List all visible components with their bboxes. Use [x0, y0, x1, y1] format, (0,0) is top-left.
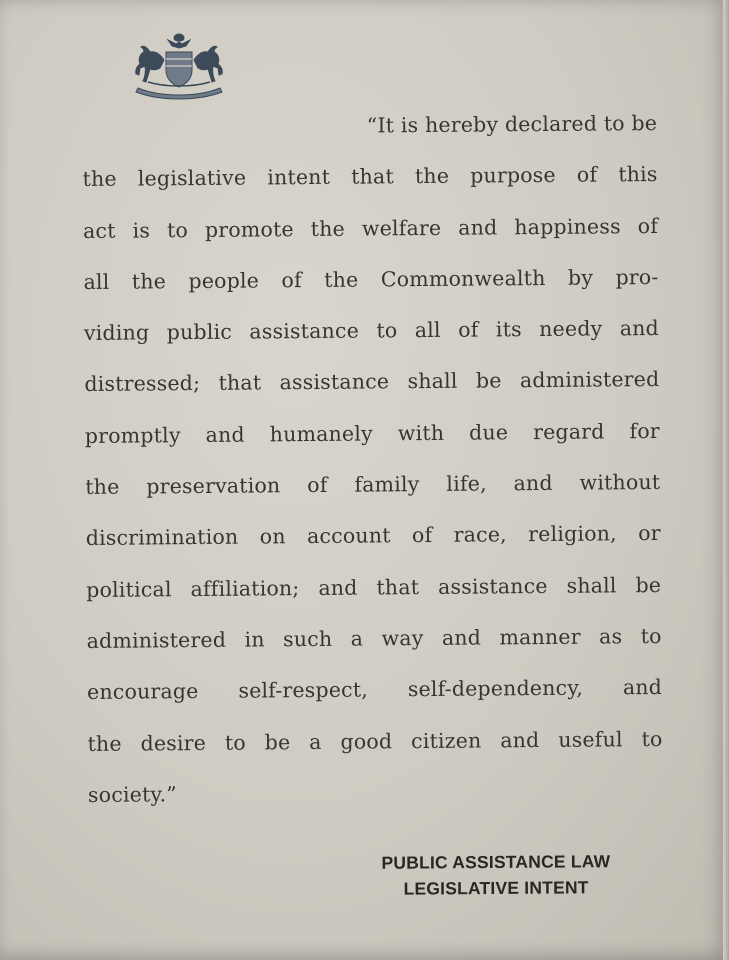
pennsylvania-coat-of-arms-icon	[128, 30, 230, 100]
quote-line: the legislative intent that the purpose of this	[82, 162, 658, 192]
legislative-intent-quote	[82, 103, 663, 826]
quote-line: distressed; that assistance shall be administered	[84, 367, 660, 397]
quote-line: viding public assistance to all of its needy and	[83, 316, 660, 346]
quote-line: “It is hereby declared to be	[366, 110, 658, 138]
quote-line: the desire to be a good citizen and useful to	[87, 726, 663, 756]
caption-subtitle: LEGISLATIVE INTENT	[403, 877, 589, 899]
document-caption	[376, 848, 616, 902]
quote-line: discrimination on account of race, religion, or	[85, 521, 661, 551]
quote-line: promptly and humanely with due regard for	[84, 418, 660, 448]
quote-line: administered in such a way and manner as to	[86, 623, 662, 653]
quote-line: act is to promote the welfare and happiness of	[82, 213, 659, 243]
page-edge-shadow	[723, 0, 729, 960]
quote-line: the preservation of family life, and without	[85, 470, 661, 500]
quote-line: political affiliation; and that assistance shall be	[86, 572, 662, 602]
caption-title: PUBLIC ASSISTANCE LAW	[381, 851, 611, 873]
quote-line: all the people of the Commonwealth by pro-	[83, 264, 659, 294]
quote-line: encourage self-respect, self-dependency, and	[86, 675, 663, 705]
quote-line: society.”	[87, 782, 178, 807]
